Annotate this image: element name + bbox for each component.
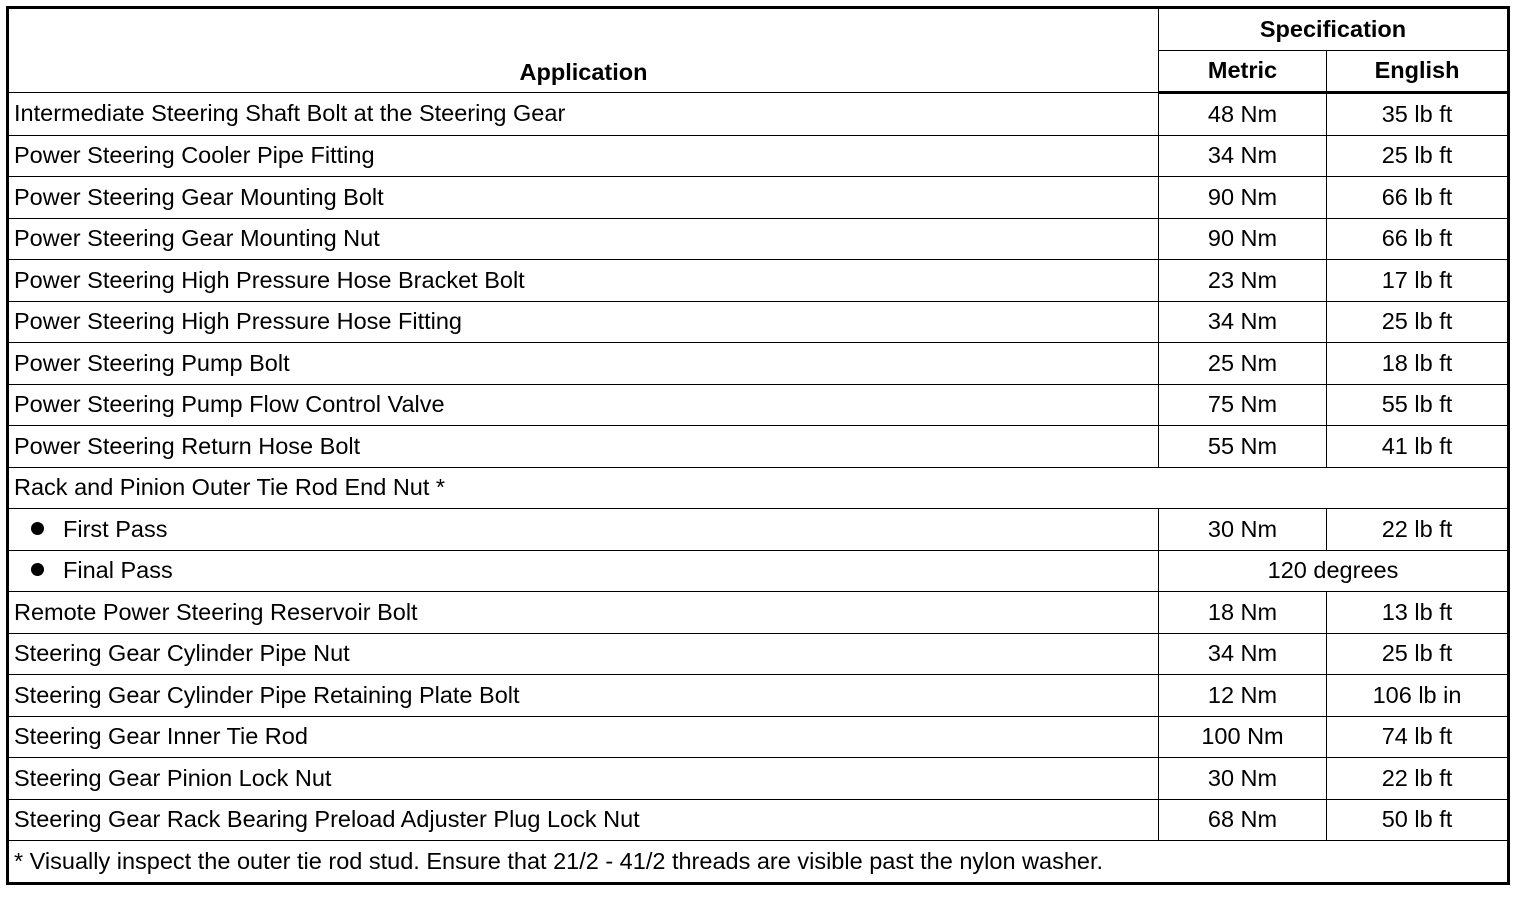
specification-header: Specification xyxy=(1159,8,1509,51)
application-cell: Steering Gear Rack Bearing Preload Adjuster Plug Lock Nut xyxy=(8,799,1159,841)
application-cell: Intermediate Steering Shaft Bolt at the Steering Gear xyxy=(8,93,1159,136)
application-cell: Steering Gear Cylinder Pipe Retaining Plate Bolt xyxy=(8,675,1159,717)
metric-header: Metric xyxy=(1159,50,1327,93)
metric-cell: 23 Nm xyxy=(1159,260,1327,302)
bullet-icon xyxy=(31,522,44,535)
first-pass-cell xyxy=(8,509,1159,551)
metric-cell: 100 Nm xyxy=(1159,716,1327,758)
application-cell: Power Steering Return Hose Bolt xyxy=(8,426,1159,468)
bullet-icon xyxy=(31,563,44,576)
english-cell: 25 lb ft xyxy=(1327,135,1509,177)
table-row-first-pass xyxy=(8,509,1509,551)
english-cell: 66 lb ft xyxy=(1327,177,1509,219)
table-row xyxy=(8,343,1509,385)
english-cell: 50 lb ft xyxy=(1327,799,1509,841)
table-row-tie-rod-heading xyxy=(8,467,1509,509)
table-row xyxy=(8,384,1509,426)
english-header: English xyxy=(1327,50,1509,93)
application-cell: Power Steering Gear Mounting Bolt xyxy=(8,177,1159,219)
english-cell: 18 lb ft xyxy=(1327,343,1509,385)
english-cell: 25 lb ft xyxy=(1327,633,1509,675)
table-row-final-pass xyxy=(8,550,1509,592)
english-cell: 13 lb ft xyxy=(1327,592,1509,634)
english-cell: 22 lb ft xyxy=(1327,509,1509,551)
application-cell: Power Steering Pump Flow Control Valve xyxy=(8,384,1159,426)
metric-cell: 75 Nm xyxy=(1159,384,1327,426)
application-cell: Power Steering Pump Bolt xyxy=(8,343,1159,385)
metric-cell: 25 Nm xyxy=(1159,343,1327,385)
table-row xyxy=(8,218,1509,260)
english-cell: 35 lb ft xyxy=(1327,93,1509,136)
table-row xyxy=(8,716,1509,758)
final-pass-value-cell: 120 degrees xyxy=(1159,550,1509,592)
fastener-tightening-specifications-table xyxy=(6,6,1510,885)
final-pass-cell xyxy=(8,550,1159,592)
english-cell: 106 lb in xyxy=(1327,675,1509,717)
table-row xyxy=(8,135,1509,177)
table-row xyxy=(8,301,1509,343)
table-row xyxy=(8,260,1509,302)
table-row-footnote xyxy=(8,841,1509,884)
table-row xyxy=(8,799,1509,841)
metric-cell: 30 Nm xyxy=(1159,509,1327,551)
metric-cell: 55 Nm xyxy=(1159,426,1327,468)
english-cell: 55 lb ft xyxy=(1327,384,1509,426)
table-row xyxy=(8,93,1509,136)
english-cell: 17 lb ft xyxy=(1327,260,1509,302)
application-cell: Power Steering Cooler Pipe Fitting xyxy=(8,135,1159,177)
application-header: Application xyxy=(8,8,1159,93)
metric-cell: 90 Nm xyxy=(1159,177,1327,219)
application-cell: Power Steering High Pressure Hose Fitting xyxy=(8,301,1159,343)
first-pass-label: First Pass xyxy=(63,515,168,542)
application-cell: Remote Power Steering Reservoir Bolt xyxy=(8,592,1159,634)
english-cell: 41 lb ft xyxy=(1327,426,1509,468)
metric-cell: 12 Nm xyxy=(1159,675,1327,717)
metric-cell: 18 Nm xyxy=(1159,592,1327,634)
metric-cell: 30 Nm xyxy=(1159,758,1327,800)
final-pass-label: Final Pass xyxy=(63,557,173,583)
tie-rod-application-cell: Rack and Pinion Outer Tie Rod End Nut * xyxy=(8,467,1509,509)
english-cell: 25 lb ft xyxy=(1327,301,1509,343)
english-cell: 22 lb ft xyxy=(1327,758,1509,800)
english-cell: 74 lb ft xyxy=(1327,716,1509,758)
application-cell: Power Steering High Pressure Hose Bracket Bolt xyxy=(8,260,1159,302)
table-row xyxy=(8,633,1509,675)
footnote: * Visually inspect the outer tie rod stud. Ensure that 21/2 - 41/2 threads are visible past the nylon washer. xyxy=(8,841,1509,884)
english-cell: 66 lb ft xyxy=(1327,218,1509,260)
metric-cell: 48 Nm xyxy=(1159,93,1327,136)
table-row xyxy=(8,177,1509,219)
table-row xyxy=(8,675,1509,717)
application-cell: Steering Gear Pinion Lock Nut xyxy=(8,758,1159,800)
metric-cell: 34 Nm xyxy=(1159,633,1327,675)
application-cell: Steering Gear Cylinder Pipe Nut xyxy=(8,633,1159,675)
application-cell: Power Steering Gear Mounting Nut xyxy=(8,218,1159,260)
application-cell: Steering Gear Inner Tie Rod xyxy=(8,716,1159,758)
table-row xyxy=(8,758,1509,800)
metric-cell: 34 Nm xyxy=(1159,301,1327,343)
table-row xyxy=(8,592,1509,634)
metric-cell: 90 Nm xyxy=(1159,218,1327,260)
metric-cell: 34 Nm xyxy=(1159,135,1327,177)
metric-cell: 68 Nm xyxy=(1159,799,1327,841)
table-row xyxy=(8,426,1509,468)
